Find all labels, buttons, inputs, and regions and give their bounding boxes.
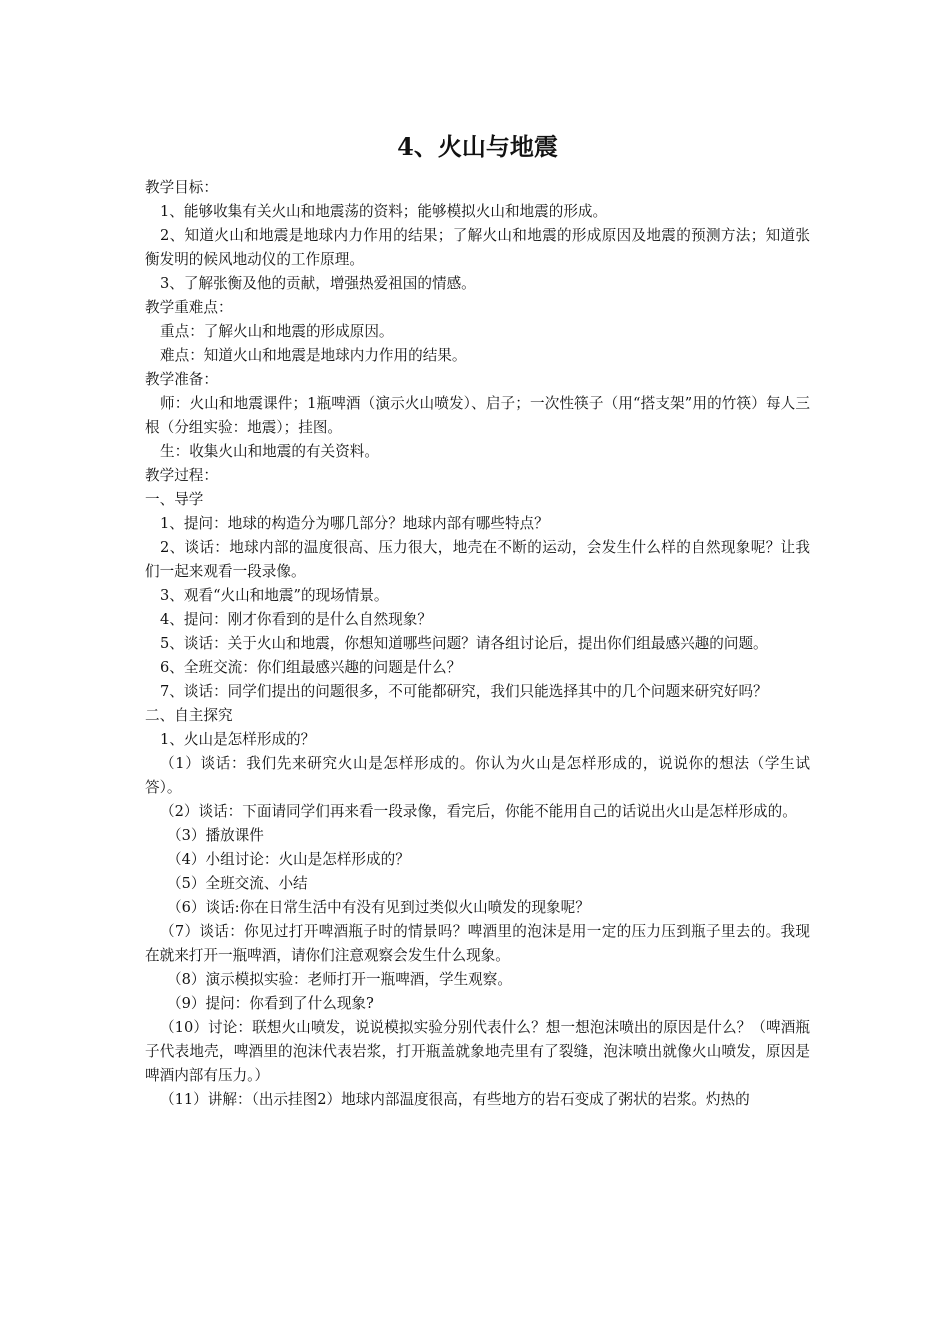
paragraph: 3、了解张衡及他的贡献，增强热爱祖国的情感。 — [160, 275, 476, 292]
paragraph: （11）讲解：（出示挂图2）地球内部温度很高，有些地方的岩石变成了粥状的岩浆。灼热的 — [160, 1091, 750, 1108]
paragraph: 1、能够收集有关火山和地震荡的资料；能够模拟火山和地震的形成。 — [160, 203, 608, 220]
paragraph: 教学重难点： — [145, 299, 233, 316]
paragraph: （2）谈话：下面请同学们再来看一段录像，看完后，你能不能用自己的话说出火山是怎样形成的。 — [160, 803, 797, 820]
paragraph: （10）讨论：联想火山喷发，说说模拟实验分别代表什么？想一想泡沫喷出的原因是什么？（啤酒瓶子代表地壳，啤酒里的泡沫代表岩浆，打开瓶盖就象地壳里有了裂缝，泡沫喷出就像火山喷发，原因是啤酒内部有压力。） — [145, 1019, 810, 1084]
paragraph: （7）谈话：你见过打开啤酒瓶子时的情景吗？啤酒里的泡沫是用一定的压力压到瓶子里去的。我现在就来打开一瓶啤酒，请你们注意观察会发生什么现象。 — [145, 923, 810, 964]
paragraph: （1）谈话：我们先来研究火山是怎样形成的。你认为火山是怎样形成的，说说你的想法（学生试答）。 — [145, 755, 810, 796]
paragraph: （8）演示模拟实验：老师打开一瓶啤酒，学生观察。 — [167, 971, 512, 988]
paragraph: 师：火山和地震课件；1瓶啤酒（演示火山喷发）、启子；一次性筷子（用“搭支架”用的竹筷）每人三根（分组实验：地震）；挂图。 — [145, 395, 810, 436]
paragraph: （4）小组讨论：火山是怎样形成的？ — [167, 851, 410, 868]
paragraph: 一、导学 — [145, 491, 204, 508]
paragraph: 二、自主探究 — [145, 707, 233, 724]
document-page — [145, 130, 810, 1112]
paragraph: 6、全班交流：你们组最感兴趣的问题是什么？ — [160, 659, 462, 676]
paragraph: 1、火山是怎样形成的？ — [160, 731, 316, 748]
paragraph: 3、观看“火山和地震”的现场情景。 — [160, 587, 389, 604]
paragraph: 4、提问：刚才你看到的是什么自然现象？ — [160, 611, 432, 628]
paragraph: 2、谈话：地球内部的温度很高、压力很大，地壳在不断的运动，会发生什么样的自然现象呢？让我们一起来观看一段录像。 — [145, 539, 810, 580]
paragraph: 2、知道火山和地震是地球内力作用的结果；了解火山和地震的形成原因及地震的预测方法；知道张衡发明的候风地动仪的工作原理。 — [145, 227, 810, 268]
paragraph: （5）全班交流、小结 — [167, 875, 308, 892]
paragraph: 7、谈话：同学们提出的问题很多，不可能都研究，我们只能选择其中的几个问题来研究好吗？ — [160, 683, 768, 700]
paragraph: 教学过程： — [145, 467, 218, 484]
paragraph: （3）播放课件 — [167, 827, 264, 844]
paragraph: 1、提问：地球的构造分为哪几部分？地球内部有哪些特点？ — [160, 515, 549, 532]
document-body — [145, 176, 810, 1112]
paragraph: 教学目标： — [145, 179, 218, 196]
paragraph: 生：收集火山和地震的有关资料。 — [160, 443, 379, 460]
paragraph: 重点：了解火山和地震的形成原因。 — [160, 323, 394, 340]
paragraph: 5、谈话：关于火山和地震，你想知道哪些问题？请各组讨论后，提出你们组最感兴趣的问题。 — [160, 635, 768, 652]
document-title: 4、火山与地震 — [397, 132, 558, 161]
paragraph: （9）提问：你看到了什么现象? — [167, 995, 374, 1012]
paragraph: 难点：知道火山和地震是地球内力作用的结果。 — [160, 347, 467, 364]
paragraph: 教学准备： — [145, 371, 218, 388]
paragraph: （6）谈话:你在日常生活中有没有见到过类似火山喷发的现象呢？ — [167, 899, 590, 916]
